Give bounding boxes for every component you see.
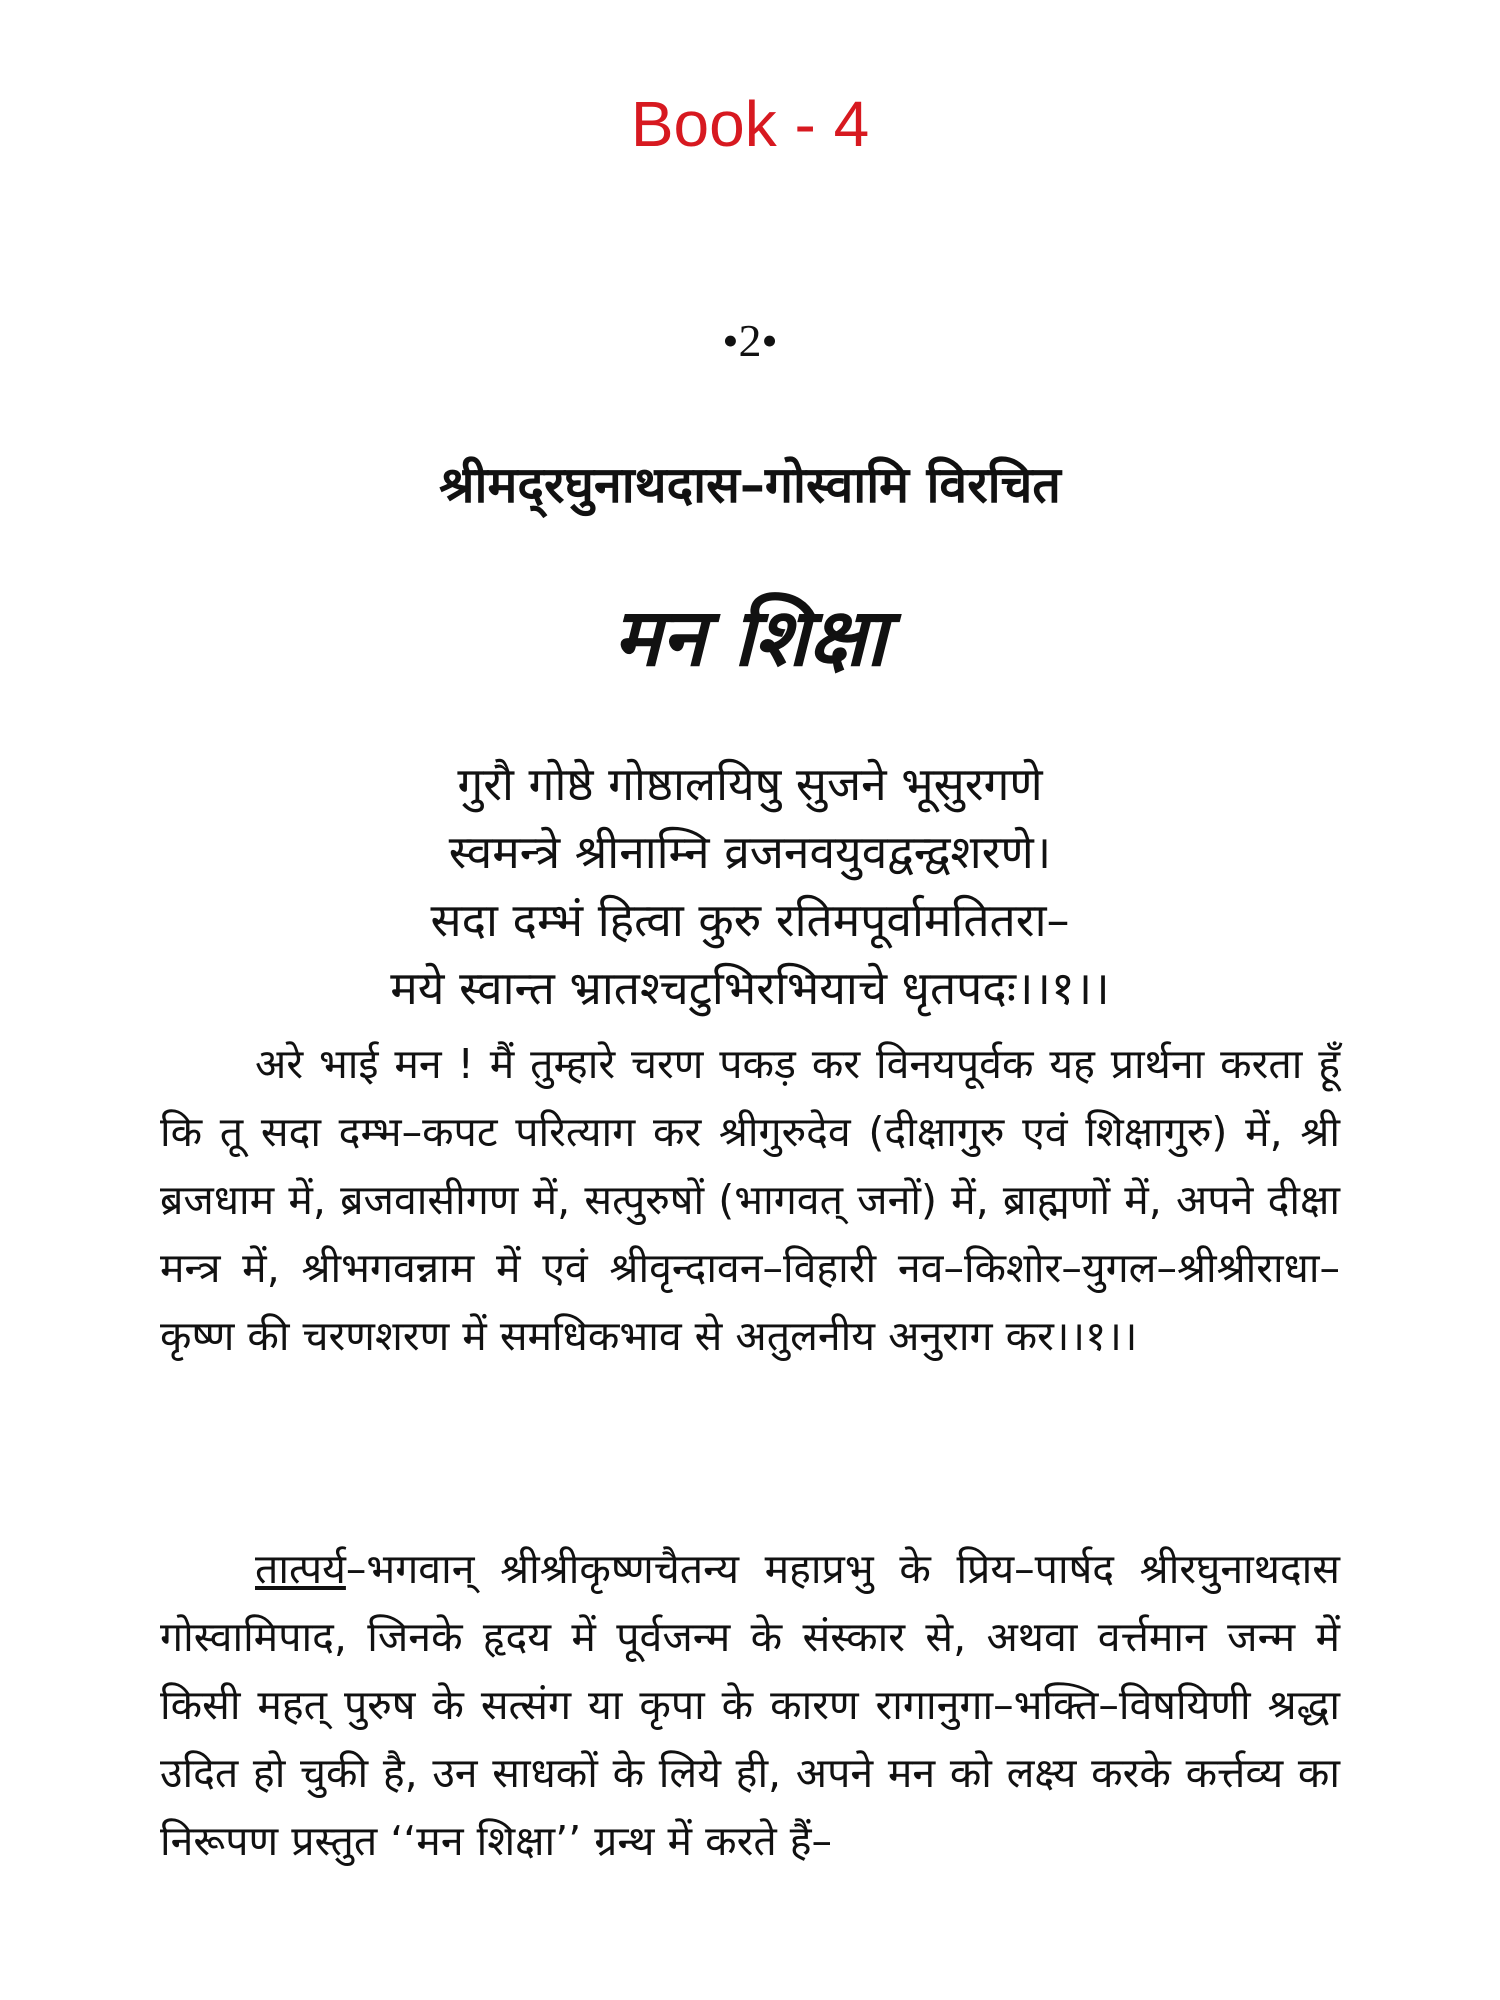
verse-line: मये स्वान्त भ्रातश्चटुभिरभियाचे धृतपदः।।१।। xyxy=(390,961,1110,1015)
commentary-heading: तात्पर्य xyxy=(255,1545,346,1593)
commentary-paragraph xyxy=(160,1535,1340,1875)
verse-line: स्वमन्त्रे श्रीनाम्नि व्रजनवयुवद्वन्द्वशरणे। xyxy=(448,825,1052,879)
author-line: श्रीमद्‌रघुनाथदास–गोस्वामि विरचित xyxy=(439,456,1061,514)
translation-paragraph: अरे भाई मन ! मैं तुम्हारे चरण पकड़ कर विनयपूर्वक यह प्रार्थना करता हूँ कि तू सदा दम्भ–कपट परित्याग कर श्रीगुरुदेव (दीक्षागुरु एवं शिक्षागुरु) में, श्री ब्रजधाम में, ब्रजवासीगण में, सत्पुरुषों (भागवत् जनों) में, ब्राह्मणों में, अपने दीक्षा मन्त्र में, श्रीभगवन्नाम में एवं श्रीवृन्दावन–विहारी नव–किशोर–युगल–श्रीश्रीराधा–कृष्ण की चरणशरण में समधिकभाव से अतुलनीय अनुराग कर।।१।। xyxy=(160,1040,1340,1360)
book-label: Book - 4 xyxy=(630,88,870,160)
commentary-text: –भगवान् श्रीश्रीकृष्णचैतन्य महाप्रभु के प्रिय–पार्षद श्रीरघुनाथदास गोस्वामिपाद, जिनके हृदय में पूर्वजन्म के संस्कार से, अथवा वर्त्तमान जन्म में किसी महत् पुरुष के सत्संग या कृपा के कारण रागानुगा–भक्ति–विषयिणी श्रद्धा उदित हो चुकी है, उन साधकों के लिये ही, अपने मन को लक्ष्य करके कर्त्तव्य का निरूपण प्रस्तुत ‘‘मन शिक्षा’’ ग्रन्थ में करते हैं– xyxy=(160,1545,1340,1865)
book-title: मन शिक्षा xyxy=(613,591,887,684)
page-number: •2• xyxy=(722,315,778,366)
verse-line: सदा दम्भं हित्वा कुरु रतिमपूर्वामतितरा– xyxy=(430,893,1070,947)
sanskrit-verse xyxy=(150,750,1350,1022)
verse-line: गुरौ गोष्ठे गोष्ठालयिषु सुजने भूसुरगणे xyxy=(457,757,1043,811)
